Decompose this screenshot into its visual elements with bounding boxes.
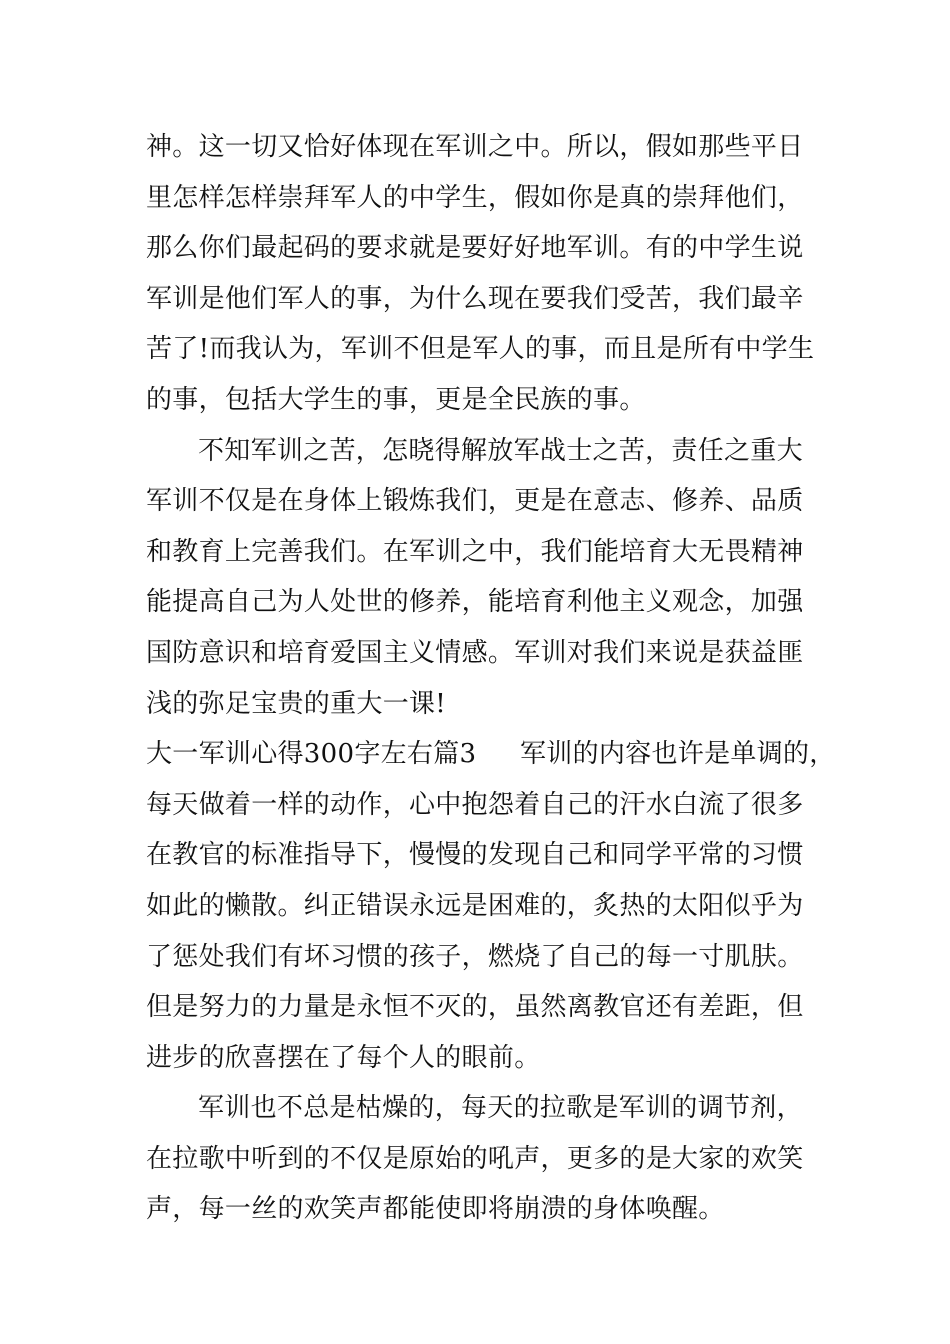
text-line: 在拉歌中听到的不仅是原始的吼声，更多的是大家的欢笑 [146, 1143, 804, 1174]
text-line: 如此的懒散。纠正错误永远是困难的，炙热的太阳似乎为 [146, 890, 804, 921]
text-line: 里怎样怎样崇拜军人的中学生，假如你是真的崇拜他们， [146, 182, 804, 213]
text-line: 在教官的标准指导下，慢慢的发现自己和同学平常的习惯 [146, 840, 804, 871]
text-line: 神。这一切又恰好体现在军训之中。所以，假如那些平日 [146, 132, 804, 162]
text-line: 的事，包括大学生的事，更是全民族的事。 [146, 384, 646, 415]
paragraph-3 [146, 729, 836, 1083]
section-heading: 大一军训心得300字左右篇3 [146, 739, 477, 770]
text-line: 和教育上完善我们。在军训之中，我们能培育大无畏精神 [146, 536, 804, 567]
text-line: 了惩处我们有坏习惯的孩子，燃烧了自己的每一寸肌肤。 [146, 941, 804, 972]
text-line: 军训不仅是在身体上锻炼我们，更是在意志、修养、品质 [146, 486, 804, 517]
text-line: 进步的欣喜摆在了每个人的眼前。 [146, 1042, 541, 1073]
text-line: 苦了!而我认为，军训不但是军人的事，而且是所有中学生 [146, 334, 815, 365]
text-line: 但是努力的力量是永恒不灭的，虽然离教官还有差距，但 [146, 992, 804, 1023]
text-line: 声，每一丝的欢笑声都能使即将崩溃的身体唤醒。 [146, 1194, 725, 1225]
text-line: 军训也不总是枯燥的，每天的拉歌是军训的调节剂， [198, 1093, 803, 1124]
paragraph-1 [146, 122, 826, 426]
text-line: 军训是他们军人的事，为什么现在要我们受苦，我们最辛 [146, 283, 804, 314]
text-line: 能提高自己为人处世的修养，能培育利他主义观念，加强 [146, 587, 804, 618]
text-line: 那么你们最起码的要求就是要好好地军训。有的中学生说 [146, 233, 804, 264]
document-body [146, 122, 836, 1235]
text-line: 每天做着一样的动作，心中抱怨着自己的汗水白流了很多 [146, 789, 804, 820]
paragraph-2 [146, 426, 826, 730]
text-line: 国防意识和培育爱国主义情感。军训对我们来说是获益匪 [146, 637, 804, 668]
text-line-start: 军训的内容也许是单调的， [520, 739, 836, 770]
paragraph-4 [146, 1083, 826, 1235]
text-line: 不知军训之苦，怎晓得解放军战士之苦，责任之重大 [198, 435, 803, 466]
text-line: 浅的弥足宝贵的重大一课! [146, 688, 447, 719]
section-heading-line [146, 729, 836, 780]
